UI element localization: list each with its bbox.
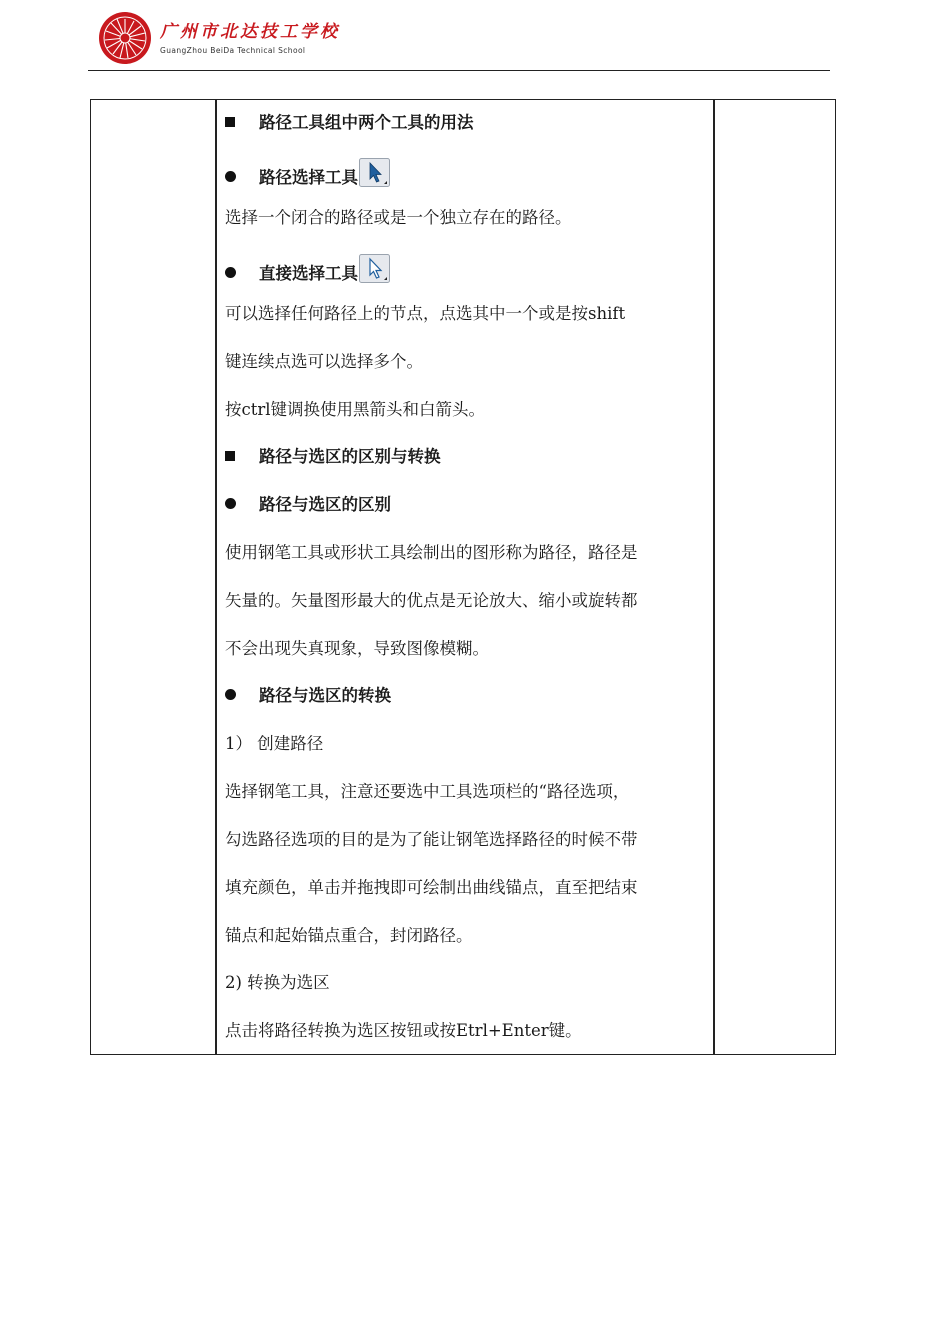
paragraph-convert-to-selection: 点击将路径转换为选区按钮或按Etrl+Enter键。 bbox=[225, 1021, 582, 1040]
content-table bbox=[90, 99, 836, 1055]
black-arrow-icon bbox=[359, 158, 391, 188]
round-bullet-icon bbox=[225, 498, 236, 509]
table-right-column bbox=[715, 100, 835, 1054]
round-bullet-icon bbox=[225, 267, 236, 278]
subheading-difference: 路径与选区的区别 bbox=[225, 493, 391, 517]
paragraph-create-path-line4: 锚点和起始锚点重合，封闭路径。 bbox=[225, 926, 473, 945]
square-bullet-icon bbox=[225, 117, 235, 127]
paragraph-ctrl-toggle: 按ctrl键调换使用黑箭头和白箭头。 bbox=[225, 400, 486, 419]
subheading-path-selection-tool: 路径选择工具 bbox=[225, 158, 391, 190]
page-header bbox=[98, 10, 340, 66]
round-bullet-icon bbox=[225, 689, 236, 700]
paragraph-direct-selection-line1: 可以选择任何路径上的节点，点选其中一个或是按shift bbox=[225, 304, 626, 323]
header-divider bbox=[88, 70, 830, 71]
paragraph-difference-line3: 不会出现失真现象，导致图像模糊。 bbox=[225, 639, 489, 658]
step-create-path: 1） 创建路径 bbox=[225, 734, 324, 753]
section-heading-tool-usage: 路径工具组中两个工具的用法 bbox=[225, 111, 474, 135]
paragraph-difference-line1: 使用钢笔工具或形状工具绘制出的图形称为路径，路径是 bbox=[225, 543, 638, 562]
round-bullet-icon bbox=[225, 171, 236, 182]
step-convert-to-selection: 2) 转换为选区 bbox=[225, 973, 330, 992]
paragraph-path-selection: 选择一个闭合的路径或是一个独立存在的路径。 bbox=[225, 208, 572, 227]
subheading-conversion: 路径与选区的转换 bbox=[225, 684, 391, 708]
subheading-direct-selection-tool: 直接选择工具 bbox=[225, 254, 391, 286]
school-logo-seal bbox=[98, 11, 152, 65]
school-name-cn: 广州市北达技工学校 bbox=[160, 21, 340, 42]
paragraph-create-path-line3: 填充颜色，单击并拖拽即可绘制出曲线锚点，直至把结束 bbox=[225, 878, 638, 897]
paragraph-direct-selection-line2: 键连续点选可以选择多个。 bbox=[225, 352, 423, 371]
school-name-en: GuangZhou BeiDa Technical School bbox=[160, 45, 306, 55]
white-arrow-icon bbox=[359, 254, 391, 284]
square-bullet-icon bbox=[225, 451, 235, 461]
table-middle-column bbox=[215, 100, 715, 1054]
paragraph-create-path-line2: 勾选路径选项的目的是为了能让钢笔选择路径的时候不带 bbox=[225, 830, 638, 849]
paragraph-create-path-line1: 选择钢笔工具，注意还要选中工具选项栏的“路径选项， bbox=[225, 782, 630, 801]
table-left-column bbox=[91, 100, 215, 1054]
section-heading-path-vs-selection: 路径与选区的区别与转换 bbox=[225, 445, 441, 469]
paragraph-difference-line2: 矢量的。矢量图形最大的优点是无论放大、缩小或旋转都 bbox=[225, 591, 638, 610]
